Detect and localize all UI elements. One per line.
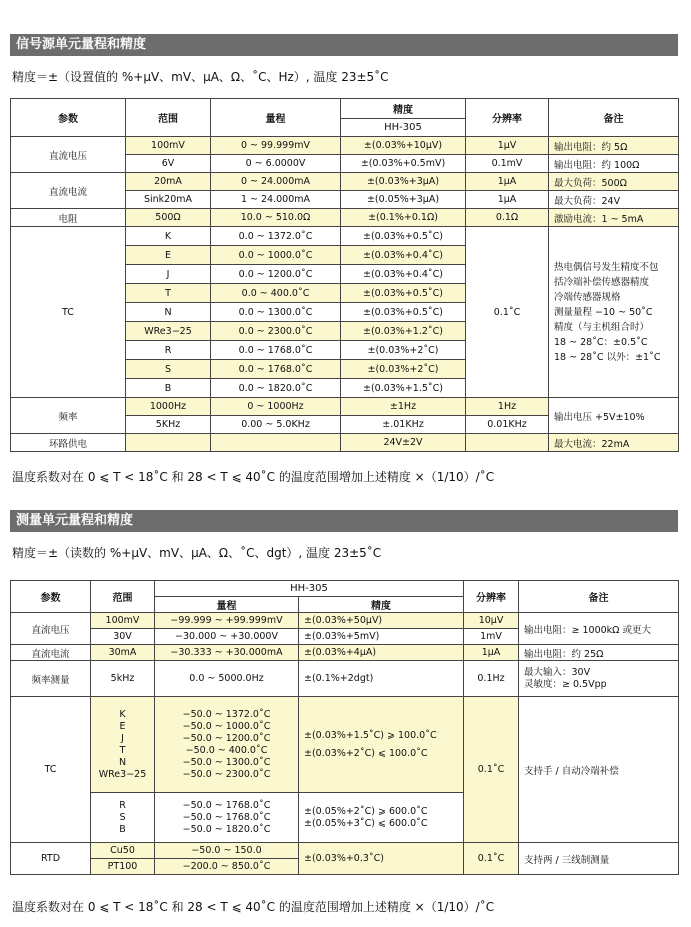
span-cell: 0.0 ~ 1372.0˚C	[211, 227, 341, 246]
col-model: HH-305	[155, 581, 464, 597]
remark-cell: 输出电阻：约 100Ω	[549, 155, 679, 173]
span-cell: 0.0 ~ 1000.0˚C	[211, 246, 341, 265]
col-resolution: 分辨率	[464, 581, 519, 613]
col-resolution: 分辨率	[466, 99, 549, 137]
resolution-cell	[466, 434, 549, 452]
span-line: −50.0 ~ 1820.0˚C	[182, 823, 271, 835]
span-line: −50.0 ~ 1372.0˚C	[182, 708, 271, 720]
range-cell: J	[126, 265, 211, 284]
span-cell	[155, 793, 299, 843]
param-name: RTD	[11, 843, 91, 875]
precision-line: ±(0.05%+2˚C) ⩾ 600.0˚C	[304, 805, 428, 817]
span-line: −50.0 ~ 1200.0˚C	[182, 732, 271, 744]
remark-cell: 支持手 / 自动冷端补偿	[519, 697, 679, 843]
range-cell: 1000Hz	[126, 398, 211, 416]
table-row	[11, 613, 679, 629]
range-cell: 500Ω	[126, 209, 211, 227]
table-row	[11, 209, 679, 227]
range-line: J	[121, 732, 124, 744]
resolution-cell: 0.1Hz	[464, 661, 519, 697]
range-cell: E	[126, 246, 211, 265]
remark-line: 精度（与主机组合时）	[554, 321, 650, 333]
span-cell: 0 ~ 99.999mV	[211, 137, 341, 155]
span-cell: 0.00 ~ 5.0KHz	[211, 416, 341, 434]
range-line: N	[118, 756, 127, 768]
range-cell: R	[126, 341, 211, 360]
resolution-cell: 1μV	[466, 137, 549, 155]
param-name: TC	[11, 227, 126, 398]
col-precision: 精度	[299, 597, 464, 613]
col-range: 范围	[91, 581, 155, 613]
remark-line: 18 ~ 28˚C 以外：±1˚C	[554, 351, 661, 363]
range-cell: K	[126, 227, 211, 246]
resolution-cell: 1μA	[466, 191, 549, 209]
precision-cell: ±(0.03%+0.3˚C)	[299, 843, 464, 875]
span-cell: 0 ~ 24.000mA	[211, 173, 341, 191]
resolution-cell: 0.1˚C	[466, 227, 549, 398]
param-name: 频率测量	[11, 661, 91, 697]
span-cell: 0.0 ~ 2300.0˚C	[211, 322, 341, 341]
range-line: K	[119, 708, 126, 720]
remark-line: 冷端传感器规格	[554, 291, 621, 303]
precision-cell: ±(0.1%+2dgt)	[299, 661, 464, 697]
table-row	[11, 137, 679, 155]
remark-cell: 输出电阻：约 5Ω	[549, 137, 679, 155]
precision-cell	[299, 793, 464, 843]
span-cell: −99.999 ~ +99.999mV	[155, 613, 299, 629]
span-cell: 0 ~ 1000Hz	[211, 398, 341, 416]
resolution-cell: 1μA	[466, 173, 549, 191]
resolution-cell: 0.1Ω	[466, 209, 549, 227]
resolution-cell: 0.1˚C	[464, 697, 519, 843]
param-name: 直流电压	[11, 613, 91, 645]
span-cell: −200.0 ~ 850.0˚C	[155, 859, 299, 875]
precision-cell	[299, 697, 464, 793]
precision-cell: ±(0.03%+0.5mV)	[341, 155, 466, 173]
table-row	[11, 661, 679, 697]
measure-precision-formula: 精度＝±（读数的 %+μV、mV、μA、Ω、˚C、dgt）, 温度 23±5˚C	[12, 546, 382, 560]
remark-cell: 最大电流：22mA	[549, 434, 679, 452]
col-param: 参数	[11, 99, 126, 137]
table-row	[11, 173, 679, 191]
range-line: T	[119, 744, 126, 756]
span-cell: 0.0 ~ 1820.0˚C	[211, 379, 341, 398]
precision-cell: ±(0.03%+1.2˚C)	[341, 322, 466, 341]
col-param: 参数	[11, 581, 91, 613]
range-cell: 5kHz	[91, 661, 155, 697]
precision-cell: ±1Hz	[341, 398, 466, 416]
remark-line: 热电偶信号发生精度不包	[554, 261, 659, 273]
range-cell: 100mV	[91, 613, 155, 629]
span-line: −50.0 ~ 1768.0˚C	[182, 799, 271, 811]
span-line: −50.0 ~ 2300.0˚C	[182, 768, 271, 780]
resolution-cell: 1mV	[464, 629, 519, 645]
precision-cell: 24V±2V	[341, 434, 466, 452]
precision-cell: ±(0.03%+2˚C)	[341, 341, 466, 360]
range-line: S	[119, 811, 126, 823]
span-cell	[211, 434, 341, 452]
resolution-cell: 0.01KHz	[466, 416, 549, 434]
span-line: −50.0 ~ 400.0˚C	[185, 744, 268, 756]
col-remark: 备注	[549, 99, 679, 137]
tc-remark	[549, 227, 679, 398]
precision-cell: ±.01KHz	[341, 416, 466, 434]
table-row	[11, 434, 679, 452]
remark-cell	[519, 661, 679, 697]
span-cell: 0.0 ~ 1200.0˚C	[211, 265, 341, 284]
measure-spec-table	[10, 580, 679, 875]
remark-cell: 输出电阻：≥ 1000kΩ 或更大	[519, 613, 679, 645]
precision-cell: ±(0.03%+3μA)	[341, 173, 466, 191]
table-row	[11, 697, 679, 793]
range-line: WRe3−25	[98, 768, 147, 780]
span-cell: −50.0 ~ 150.0	[155, 843, 299, 859]
param-name: 电阻	[11, 209, 126, 227]
param-name: 直流电流	[11, 645, 91, 661]
col-range: 范围	[126, 99, 211, 137]
table-row	[11, 227, 679, 246]
range-cell: 100mV	[126, 137, 211, 155]
remark-cell: 输出电压 +5V±10%	[549, 398, 679, 434]
span-cell: 0 ~ 6.0000V	[211, 155, 341, 173]
span-line: −50.0 ~ 1000.0˚C	[182, 720, 271, 732]
source-temp-coefficient: 温度系数对在 0 ⩽ T < 18˚C 和 28 < T ⩽ 40˚C 的温度范围增加上述精度 ×（1/10）/˚C	[12, 470, 495, 484]
range-cell: B	[126, 379, 211, 398]
span-cell: 0.0 ~ 1768.0˚C	[211, 360, 341, 379]
range-line: E	[119, 720, 126, 732]
precision-cell: ±(0.03%+1.5˚C)	[341, 379, 466, 398]
col-span: 量程	[211, 99, 341, 137]
remark-line: 测量量程 −10 ~ 50˚C	[554, 306, 653, 318]
param-name: TC	[11, 697, 91, 843]
precision-cell: ±(0.03%+4μA)	[299, 645, 464, 661]
col-remark: 备注	[519, 581, 679, 613]
span-cell: 0.0 ~ 1300.0˚C	[211, 303, 341, 322]
precision-cell: ±(0.03%+0.4˚C)	[341, 246, 466, 265]
range-line: R	[119, 799, 126, 811]
precision-cell: ±(0.05%+3μA)	[341, 191, 466, 209]
range-cell: 6V	[126, 155, 211, 173]
range-cell	[126, 434, 211, 452]
remark-line: 灵敏度：≥ 0.5Vpp	[524, 678, 607, 690]
range-cell: WRe3−25	[126, 322, 211, 341]
range-cell	[91, 697, 155, 793]
col-precision: 精度	[341, 99, 466, 119]
table-row	[11, 398, 679, 416]
measure-section-header: 测量单元量程和精度	[10, 510, 678, 532]
precision-cell: ±(0.03%+0.4˚C)	[341, 265, 466, 284]
precision-cell: ±(0.03%+0.5˚C)	[341, 227, 466, 246]
precision-cell: ±(0.03%+50μV)	[299, 613, 464, 629]
span-cell: 0.0 ~ 400.0˚C	[211, 284, 341, 303]
resolution-cell: 1μA	[464, 645, 519, 661]
range-cell: T	[126, 284, 211, 303]
table-row	[11, 843, 679, 859]
resolution-cell: 0.1mV	[466, 155, 549, 173]
remark-line: 最大输入：30V	[524, 666, 591, 678]
range-cell: N	[126, 303, 211, 322]
range-cell: 30mA	[91, 645, 155, 661]
range-cell	[91, 793, 155, 843]
precision-cell: ±(0.03%+2˚C)	[341, 360, 466, 379]
range-cell: S	[126, 360, 211, 379]
span-cell: 1 ~ 24.000mA	[211, 191, 341, 209]
span-cell: −30.000 ~ +30.000V	[155, 629, 299, 645]
resolution-cell: 10μV	[464, 613, 519, 629]
remark-cell: 输出电阻：约 25Ω	[519, 645, 679, 661]
span-cell: 0.0 ~ 1768.0˚C	[211, 341, 341, 360]
precision-cell: ±(0.03%+0.5˚C)	[341, 303, 466, 322]
resolution-cell: 1Hz	[466, 398, 549, 416]
source-spec-table	[10, 98, 679, 452]
range-cell: PT100	[91, 859, 155, 875]
precision-cell: ±(0.03%+10μV)	[341, 137, 466, 155]
span-line: −50.0 ~ 1300.0˚C	[182, 756, 271, 768]
precision-cell: ±(0.03%+5mV)	[299, 629, 464, 645]
remark-line: 18 ~ 28˚C：±0.5˚C	[554, 336, 648, 348]
param-name: 频率	[11, 398, 126, 434]
span-cell: −30.333 ~ +30.000mA	[155, 645, 299, 661]
precision-cell: ±(0.03%+0.5˚C)	[341, 284, 466, 303]
range-line: B	[119, 823, 126, 835]
param-name: 直流电流	[11, 173, 126, 209]
param-name: 直流电压	[11, 137, 126, 173]
remark-cell: 支持两 / 三线制测量	[519, 843, 679, 875]
precision-cell: ±(0.1%+0.1Ω)	[341, 209, 466, 227]
source-section-header: 信号源单元量程和精度	[10, 34, 678, 56]
resolution-cell: 0.1˚C	[464, 843, 519, 875]
col-span: 量程	[155, 597, 299, 613]
range-cell: Sink20mA	[126, 191, 211, 209]
param-name: 环路供电	[11, 434, 126, 452]
measure-temp-coefficient: 温度系数对在 0 ⩽ T < 18˚C 和 28 < T ⩽ 40˚C 的温度范围增加上述精度 ×（1/10）/˚C	[12, 900, 495, 914]
table-row	[11, 645, 679, 661]
span-cell: 0.0 ~ 5000.0Hz	[155, 661, 299, 697]
range-cell: Cu50	[91, 843, 155, 859]
range-cell: 5KHz	[126, 416, 211, 434]
remark-cell: 最大负荷：24V	[549, 191, 679, 209]
remark-cell: 激励电流：1 ~ 5mA	[549, 209, 679, 227]
precision-line: ±(0.03%+1.5˚C) ⩾ 100.0˚C	[304, 729, 437, 741]
remark-cell: 最大负荷：500Ω	[549, 173, 679, 191]
range-cell: 20mA	[126, 173, 211, 191]
span-line: −50.0 ~ 1768.0˚C	[182, 811, 271, 823]
span-cell	[155, 697, 299, 793]
source-precision-formula: 精度＝±（设置值的 %+μV、mV、μA、Ω、˚C、Hz）, 温度 23±5˚C	[12, 70, 389, 84]
precision-line: ±(0.03%+2˚C) ⩽ 100.0˚C	[304, 747, 428, 759]
precision-line: ±(0.05%+3˚C) ⩽ 600.0˚C	[304, 817, 428, 829]
span-cell: 10.0 ~ 510.0Ω	[211, 209, 341, 227]
range-cell: 30V	[91, 629, 155, 645]
col-model: HH-305	[341, 119, 466, 137]
remark-line: 括冷端补偿传感器精度	[554, 276, 650, 288]
